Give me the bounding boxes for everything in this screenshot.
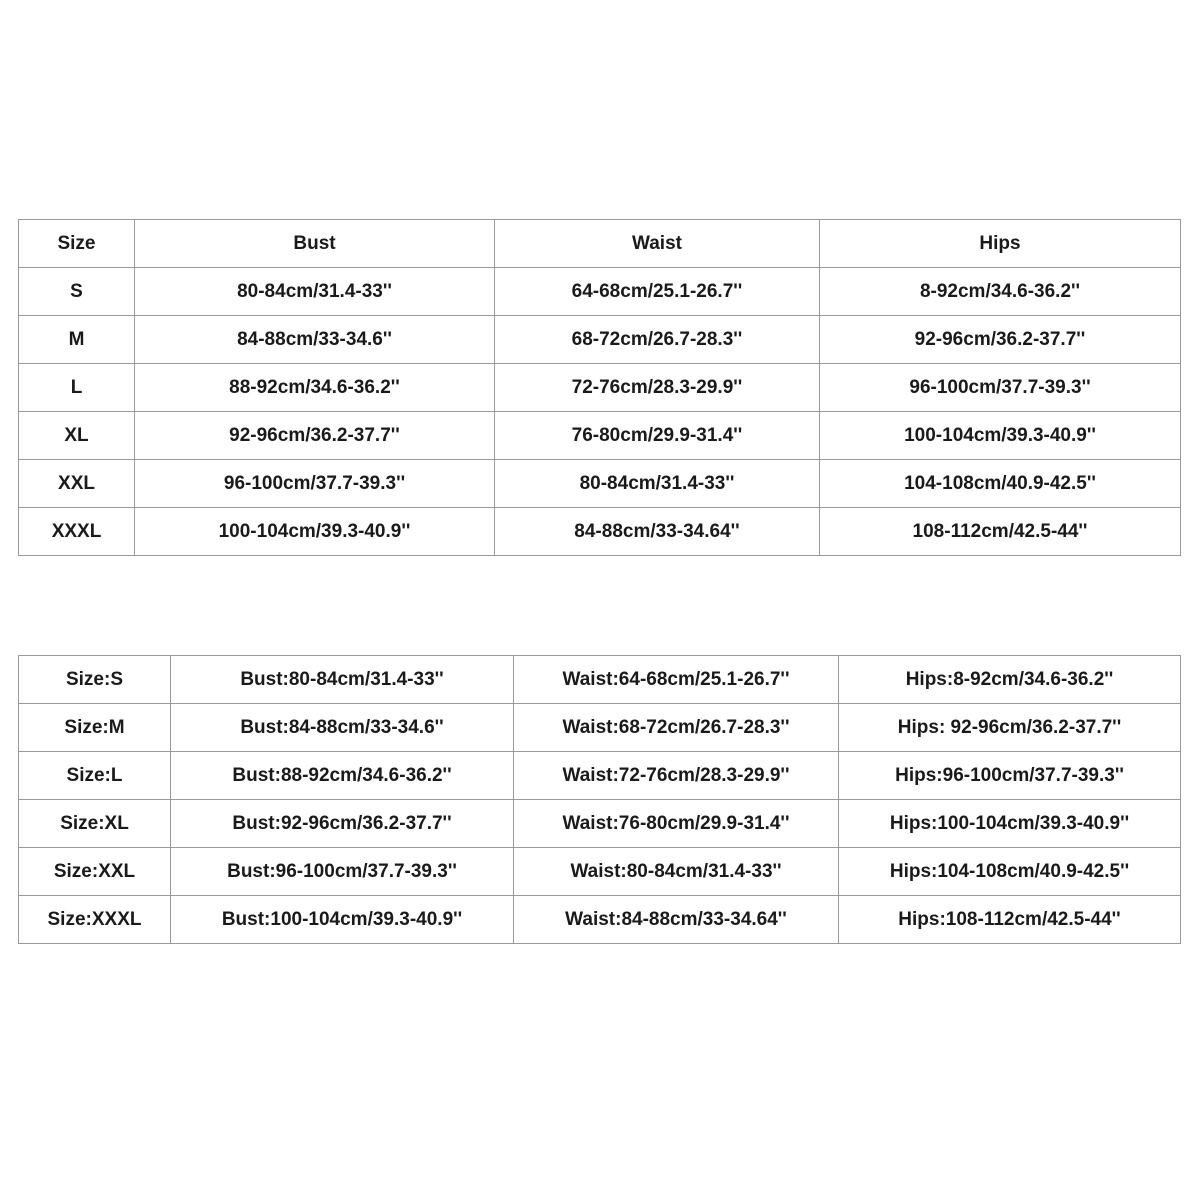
size-cell: M [19,316,135,364]
size-cell: S [19,268,135,316]
table-row [19,704,1181,752]
bust-cell: Bust:100-104cm/39.3-40.9'' [171,896,514,944]
waist-cell: Waist:76-80cm/29.9-31.4'' [514,800,839,848]
hips-cell: Hips:100-104cm/39.3-40.9'' [839,800,1181,848]
bust-cell: 100-104cm/39.3-40.9'' [135,508,495,556]
size-cell: XXXL [19,508,135,556]
bust-cell: Bust:88-92cm/34.6-36.2'' [171,752,514,800]
header-waist: Waist [495,220,820,268]
waist-cell: 84-88cm/33-34.64'' [495,508,820,556]
waist-cell: 72-76cm/28.3-29.9'' [495,364,820,412]
waist-cell: 80-84cm/31.4-33'' [495,460,820,508]
header-size: Size [19,220,135,268]
hips-cell: Hips:8-92cm/34.6-36.2'' [839,656,1181,704]
header-hips: Hips [820,220,1181,268]
waist-cell: 64-68cm/25.1-26.7'' [495,268,820,316]
bust-cell: Bust:96-100cm/37.7-39.3'' [171,848,514,896]
waist-cell: Waist:68-72cm/26.7-28.3'' [514,704,839,752]
table-row [19,460,1181,508]
waist-cell: 68-72cm/26.7-28.3'' [495,316,820,364]
table-row [19,412,1181,460]
bust-cell: Bust:92-96cm/36.2-37.7'' [171,800,514,848]
hips-cell: 96-100cm/37.7-39.3'' [820,364,1181,412]
table-row [19,316,1181,364]
hips-cell: Hips:108-112cm/42.5-44'' [839,896,1181,944]
table-row [19,268,1181,316]
hips-cell: Hips:96-100cm/37.7-39.3'' [839,752,1181,800]
size-cell: Size:L [19,752,171,800]
table-row [19,752,1181,800]
bust-cell: 84-88cm/33-34.6'' [135,316,495,364]
table-row [19,508,1181,556]
table-row [19,896,1181,944]
table-row [19,848,1181,896]
size-cell: Size:XXXL [19,896,171,944]
waist-cell: Waist:84-88cm/33-34.64'' [514,896,839,944]
bust-cell: 92-96cm/36.2-37.7'' [135,412,495,460]
bust-cell: 96-100cm/37.7-39.3'' [135,460,495,508]
waist-cell: Waist:64-68cm/25.1-26.7'' [514,656,839,704]
waist-cell: 76-80cm/29.9-31.4'' [495,412,820,460]
table-row [19,364,1181,412]
hips-cell: Hips: 92-96cm/36.2-37.7'' [839,704,1181,752]
size-chart-table-1 [18,219,1181,556]
hips-cell: 104-108cm/40.9-42.5'' [820,460,1181,508]
waist-cell: Waist:72-76cm/28.3-29.9'' [514,752,839,800]
size-cell: XXL [19,460,135,508]
table-header-row [19,220,1181,268]
waist-cell: Waist:80-84cm/31.4-33'' [514,848,839,896]
hips-cell: Hips:104-108cm/40.9-42.5'' [839,848,1181,896]
hips-cell: 8-92cm/34.6-36.2'' [820,268,1181,316]
size-cell: Size:XXL [19,848,171,896]
hips-cell: 100-104cm/39.3-40.9'' [820,412,1181,460]
size-cell: Size:XL [19,800,171,848]
size-chart-table-2 [18,655,1181,944]
table-row [19,800,1181,848]
hips-cell: 92-96cm/36.2-37.7'' [820,316,1181,364]
hips-cell: 108-112cm/42.5-44'' [820,508,1181,556]
size-cell: Size:S [19,656,171,704]
size-cell: XL [19,412,135,460]
bust-cell: 88-92cm/34.6-36.2'' [135,364,495,412]
bust-cell: 80-84cm/31.4-33'' [135,268,495,316]
size-cell: L [19,364,135,412]
bust-cell: Bust:84-88cm/33-34.6'' [171,704,514,752]
size-cell: Size:M [19,704,171,752]
bust-cell: Bust:80-84cm/31.4-33'' [171,656,514,704]
header-bust: Bust [135,220,495,268]
table-row [19,656,1181,704]
